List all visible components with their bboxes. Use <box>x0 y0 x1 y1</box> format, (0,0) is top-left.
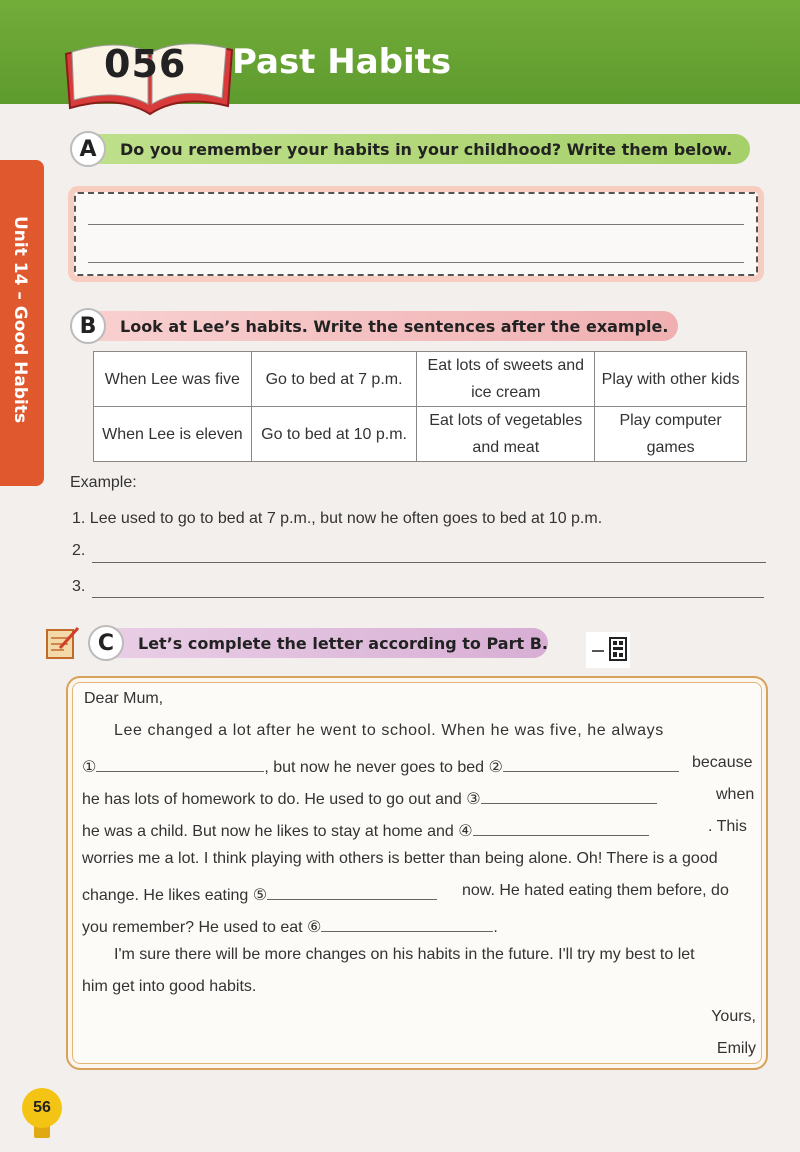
notepad-pencil-icon <box>44 624 80 660</box>
table-cell: Play with other kids <box>595 352 747 407</box>
answer-line[interactable] <box>88 224 744 225</box>
page-title: Past Habits <box>232 42 452 82</box>
item-3-number: 3. <box>72 578 86 595</box>
section-a-instruction: Do you remember your habits in your childhood? Write them below. <box>120 139 733 159</box>
section-b-banner <box>78 311 678 341</box>
letter-closing: Yours, <box>711 1008 756 1025</box>
section-a-letter: A <box>70 131 106 167</box>
table-row <box>94 352 747 407</box>
section-c-instruction: Let’s complete the letter according to Part B. <box>138 633 548 653</box>
example-label: Example: <box>70 474 137 491</box>
unit-label: Unit 14 – Good Habits <box>10 216 30 424</box>
letter-line-6: change. He likes eating ⑤ <box>82 882 437 905</box>
lesson-number: 056 <box>104 42 187 86</box>
blank-1[interactable] <box>96 754 264 772</box>
blank-2[interactable] <box>503 754 679 772</box>
table-cell: Go to bed at 10 p.m. <box>251 407 417 462</box>
section-c-letter: C <box>88 625 124 661</box>
section-a-writing-box <box>68 186 764 282</box>
table-cell: When Lee was five <box>94 352 252 407</box>
letter-line-2: ① , but now he never goes to bed ② <box>82 754 679 777</box>
table-cell: Eat lots of vegetables and meat <box>417 407 595 462</box>
unit-side-tab <box>0 160 44 486</box>
answer-line-3[interactable] <box>92 597 764 598</box>
letter-line-1: Lee changed a lot after he went to school. When he was five, he always <box>114 722 664 739</box>
section-c-banner <box>96 628 548 658</box>
section-a-banner <box>78 134 750 164</box>
section-b-instruction: Look at Lee’s habits. Write the sentences after the example. <box>120 316 669 336</box>
letter-line-3-end: when <box>716 786 755 803</box>
blank-5[interactable] <box>267 882 437 900</box>
table-cell: When Lee is eleven <box>94 407 252 462</box>
habits-table <box>93 351 747 462</box>
answer-line[interactable] <box>88 262 744 263</box>
letter-signature: Emily <box>716 1040 756 1057</box>
section-b-letter: B <box>70 308 106 344</box>
letter-line-6-end: now. He hated eating them before, do <box>462 882 729 899</box>
letter-greeting: Dear Mum, <box>84 690 164 707</box>
letter-line-5: worries me a lot. I think playing with others is better than being alone. Oh! There is a good <box>82 850 718 867</box>
letter-line-3: he has lots of homework to do. He used to go out and ③ <box>82 786 657 809</box>
letter-line-4: he was a child. But now he likes to stay at home and ④ <box>82 818 649 841</box>
table-cell: Play computer games <box>595 407 747 462</box>
letter-line-8: I'm sure there will be more changes on his habits in the future. I'll try my best to let <box>114 946 695 963</box>
table-row <box>94 407 747 462</box>
blank-3[interactable] <box>481 786 657 804</box>
letter-line-4-end: . This <box>708 818 747 835</box>
table-cell: Go to bed at 7 p.m. <box>251 352 417 407</box>
example-sentence: 1. Lee used to go to bed at 7 p.m., but now he often goes to bed at 10 p.m. <box>72 510 603 527</box>
letter-box <box>66 676 768 1070</box>
blank-4[interactable] <box>473 818 649 836</box>
blank-6[interactable] <box>321 914 493 932</box>
answer-line-2[interactable] <box>92 562 766 563</box>
letter-line-9: him get into good habits. <box>82 978 257 995</box>
item-2-number: 2. <box>72 542 86 559</box>
letter-line-7: you remember? He used to eat ⑥ . <box>82 914 498 937</box>
table-cell: Eat lots of sweets and ice cream <box>417 352 595 407</box>
page-number: 56 <box>22 1088 62 1128</box>
letter-line-2-end: because <box>692 754 753 771</box>
qr-code-icon[interactable] <box>586 632 630 668</box>
